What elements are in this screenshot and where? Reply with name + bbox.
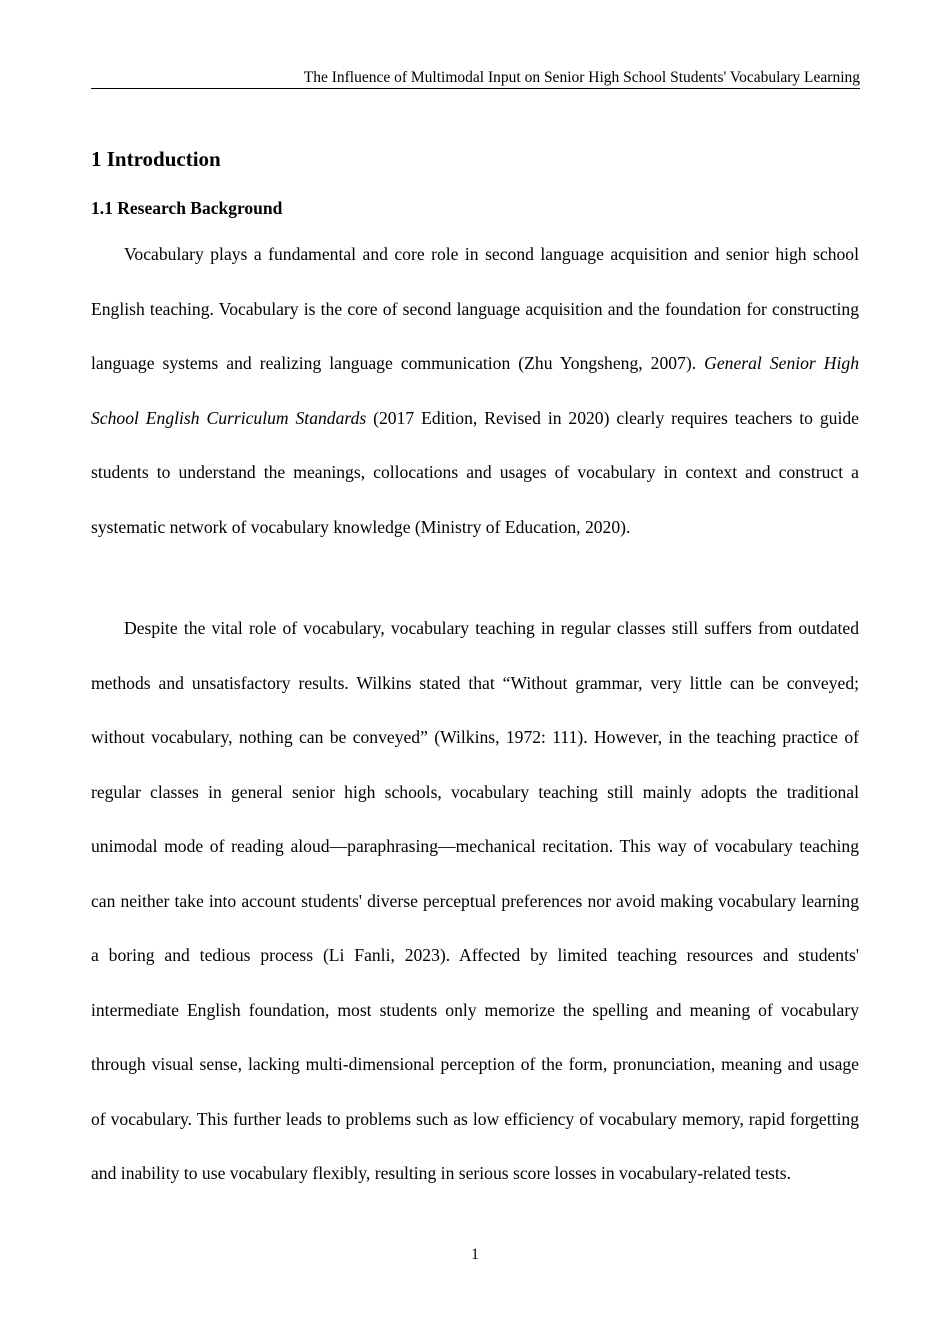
chapter-heading: 1 Introduction xyxy=(91,147,221,171)
curriculum-standards-title: General Senior High School English Curriculum Standards xyxy=(91,353,859,428)
paragraph-text: (2017 Edition, Revised in 2020) clearly requires teachers to guide students to understand the meanings, collocations and usages of vocabulary in context and construct a systematic network of vocabulary knowledge (Ministry of Education, 2020). xyxy=(91,407,859,537)
section-heading: 1.1 Research Background xyxy=(91,198,283,218)
running-header: The Influence of Multimodal Input on Senior High School Students' Vocabulary Learning xyxy=(91,68,860,89)
page-number: 1 xyxy=(471,1246,479,1263)
paragraph-research-background-1 xyxy=(91,227,859,554)
paragraph-text: Vocabulary plays a fundamental and core role in second language acquisition and senior high school English teaching. Vocabulary is the core of second language acquisition and the foundation for constructing language systems and realizing language communication (Zhu Yongsheng, 2007). xyxy=(91,244,859,373)
paragraph-research-background-2: Despite the vital role of vocabulary, vocabulary teaching in regular classes still suffers from outdated methods and unsatisfactory results. Wilkins stated that “Without grammar, very little can be conveyed; without vocabulary, nothing can be conveyed” (Wilkins, 1972: 111). However, in the teaching practice of regular classes in general senior high schools, vocabulary teaching still mainly adopts the traditional unimodal mode of reading aloud—paraphrasing—mechanical recitation. This way of vocabulary teaching can neither take into account students' diverse perceptual preferences nor avoid making vocabulary learning a boring and tedious process (Li Fanli, 2023). Affected by limited teaching resources and students' intermediate English foundation, most students only memorize the spelling and meaning of vocabulary through visual sense, lacking multi-dimensional perception of the form, pronunciation, meaning and usage of vocabulary. This further leads to problems such as low efficiency of vocabulary memory, rapid forgetting and inability to use vocabulary flexibly, resulting in serious score losses in vocabulary-related tests. xyxy=(91,618,859,1183)
